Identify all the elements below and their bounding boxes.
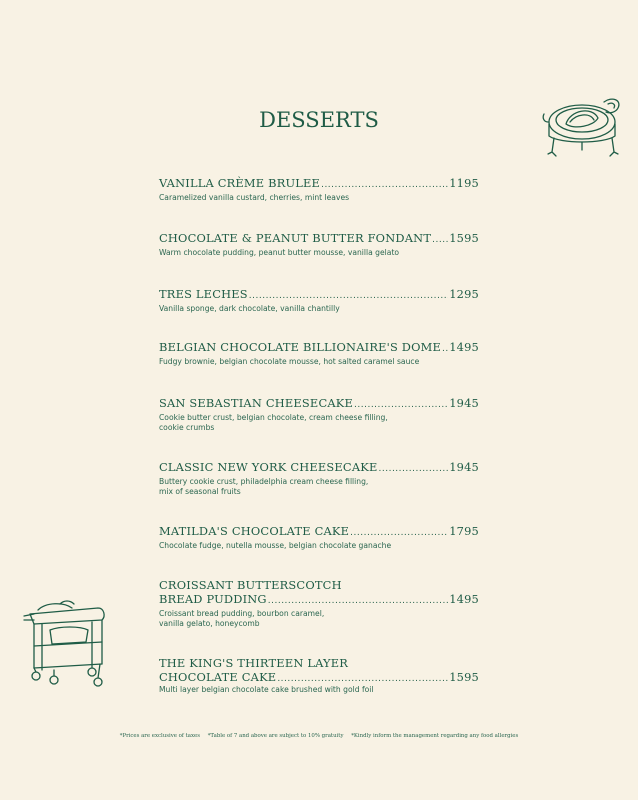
menu-item-price: 1595: [449, 231, 479, 245]
menu-item-description: [159, 193, 429, 203]
description-line: mix of seasonal fruits: [159, 487, 241, 496]
description-line: Caramelized vanilla custard, cherries, mint leaves: [159, 193, 350, 202]
dot-leader: [379, 462, 449, 476]
menu-item-name: BREAD PUDDING: [159, 592, 267, 606]
menu-item-line: [159, 340, 479, 356]
dessert-trolley-illustration-icon: [20, 598, 112, 693]
description-line: Cookie butter crust, belgian chocolate, cream cheese filling,: [159, 413, 388, 422]
menu-item-description: [159, 248, 429, 258]
menu-item-description: [159, 609, 429, 629]
description-line: Multi layer belgian chocolate cake brushed with gold foil: [159, 685, 374, 694]
description-line: cookie crumbs: [159, 423, 215, 432]
menu-item-name-first-line: THE KING'S THIRTEEN LAYER: [159, 656, 349, 670]
menu-item-name: CLASSIC NEW YORK CHEESECAKE: [159, 460, 378, 474]
menu-item-line: [159, 231, 479, 247]
footer-notes: [0, 733, 638, 739]
menu-item: [159, 396, 479, 433]
menu-item-line: [159, 396, 479, 412]
description-line: vanilla gelato, honeycomb: [159, 619, 260, 628]
menu-item-name: VANILLA CRÈME BRULEE: [159, 176, 321, 190]
dot-leader: [277, 672, 448, 686]
menu-item-price: 1945: [449, 396, 479, 410]
menu-item-name: MATILDA'S CHOCOLATE CAKE: [159, 524, 350, 538]
dot-leader: [442, 342, 448, 356]
menu-item: [159, 656, 479, 695]
menu-item: [159, 578, 479, 629]
dot-leader: [354, 398, 448, 412]
menu-item: [159, 231, 479, 258]
menu-item-price: 1945: [449, 460, 479, 474]
footer-note-gratuity: *Table of 7 and above are subject to 10% gratuity: [207, 733, 344, 739]
menu-item-line: [159, 670, 479, 686]
dot-leader: [268, 594, 448, 608]
menu-item-line: [159, 176, 479, 192]
dot-leader: [249, 289, 448, 303]
menu-item: [159, 460, 479, 497]
dot-leader: [321, 178, 448, 192]
menu-item-description: [159, 685, 429, 695]
menu-item-price: 1195: [449, 176, 479, 190]
menu-item: [159, 287, 479, 314]
menu-item-description: [159, 357, 429, 367]
menu-item-line: [159, 524, 479, 540]
menu-item-price: 1795: [449, 524, 479, 538]
menu-item-description: [159, 477, 429, 497]
menu-item-name: CHOCOLATE CAKE: [159, 670, 277, 684]
page-title: DESSERTS: [259, 108, 379, 132]
menu-item: [159, 524, 479, 551]
menu-item-name: SAN SEBASTIAN CHEESECAKE: [159, 396, 354, 410]
dot-leader: [432, 233, 448, 247]
description-line: Fudgy brownie, belgian chocolate mousse, hot salted caramel sauce: [159, 357, 420, 366]
chafing-dish-illustration-icon: [540, 92, 632, 170]
menu-item-name: BELGIAN CHOCOLATE BILLIONAIRE'S DOME: [159, 340, 442, 354]
menu-item-line: [159, 592, 479, 608]
menu-item-description: [159, 304, 429, 314]
menu-item-name-first-line: CROISSANT BUTTERSCOTCH: [159, 578, 342, 592]
menu-item-description: [159, 413, 429, 433]
menu-item-price: 1495: [449, 592, 479, 606]
menu-item-price: 1495: [449, 340, 479, 354]
description-line: Croissant bread pudding, bourbon caramel,: [159, 609, 325, 618]
description-line: Vanilla sponge, dark chocolate, vanilla chantilly: [159, 304, 340, 313]
dot-leader: [350, 526, 448, 540]
description-line: Chocolate fudge, nutella mousse, belgian chocolate ganache: [159, 541, 392, 550]
menu-item-price: 1595: [449, 670, 479, 684]
footer-note-taxes: *Prices are exclusive of taxes: [119, 733, 201, 739]
description-line: Buttery cookie crust, philadelphia cream cheese filling,: [159, 477, 369, 486]
description-line: Warm chocolate pudding, peanut butter mousse, vanilla gelato: [159, 248, 400, 257]
menu-item-description: [159, 541, 429, 551]
menu-item-price: 1295: [449, 287, 479, 301]
menu-item: [159, 340, 479, 367]
menu-item-line: [159, 287, 479, 303]
footer-note-allergies: *Kindly inform the management regarding any food allergies: [351, 733, 519, 739]
menu-item-name: CHOCOLATE & PEANUT BUTTER FONDANT: [159, 231, 432, 245]
menu-item: [159, 176, 479, 203]
menu-item-line: [159, 460, 479, 476]
menu-item-name: TRES LECHES: [159, 287, 248, 301]
